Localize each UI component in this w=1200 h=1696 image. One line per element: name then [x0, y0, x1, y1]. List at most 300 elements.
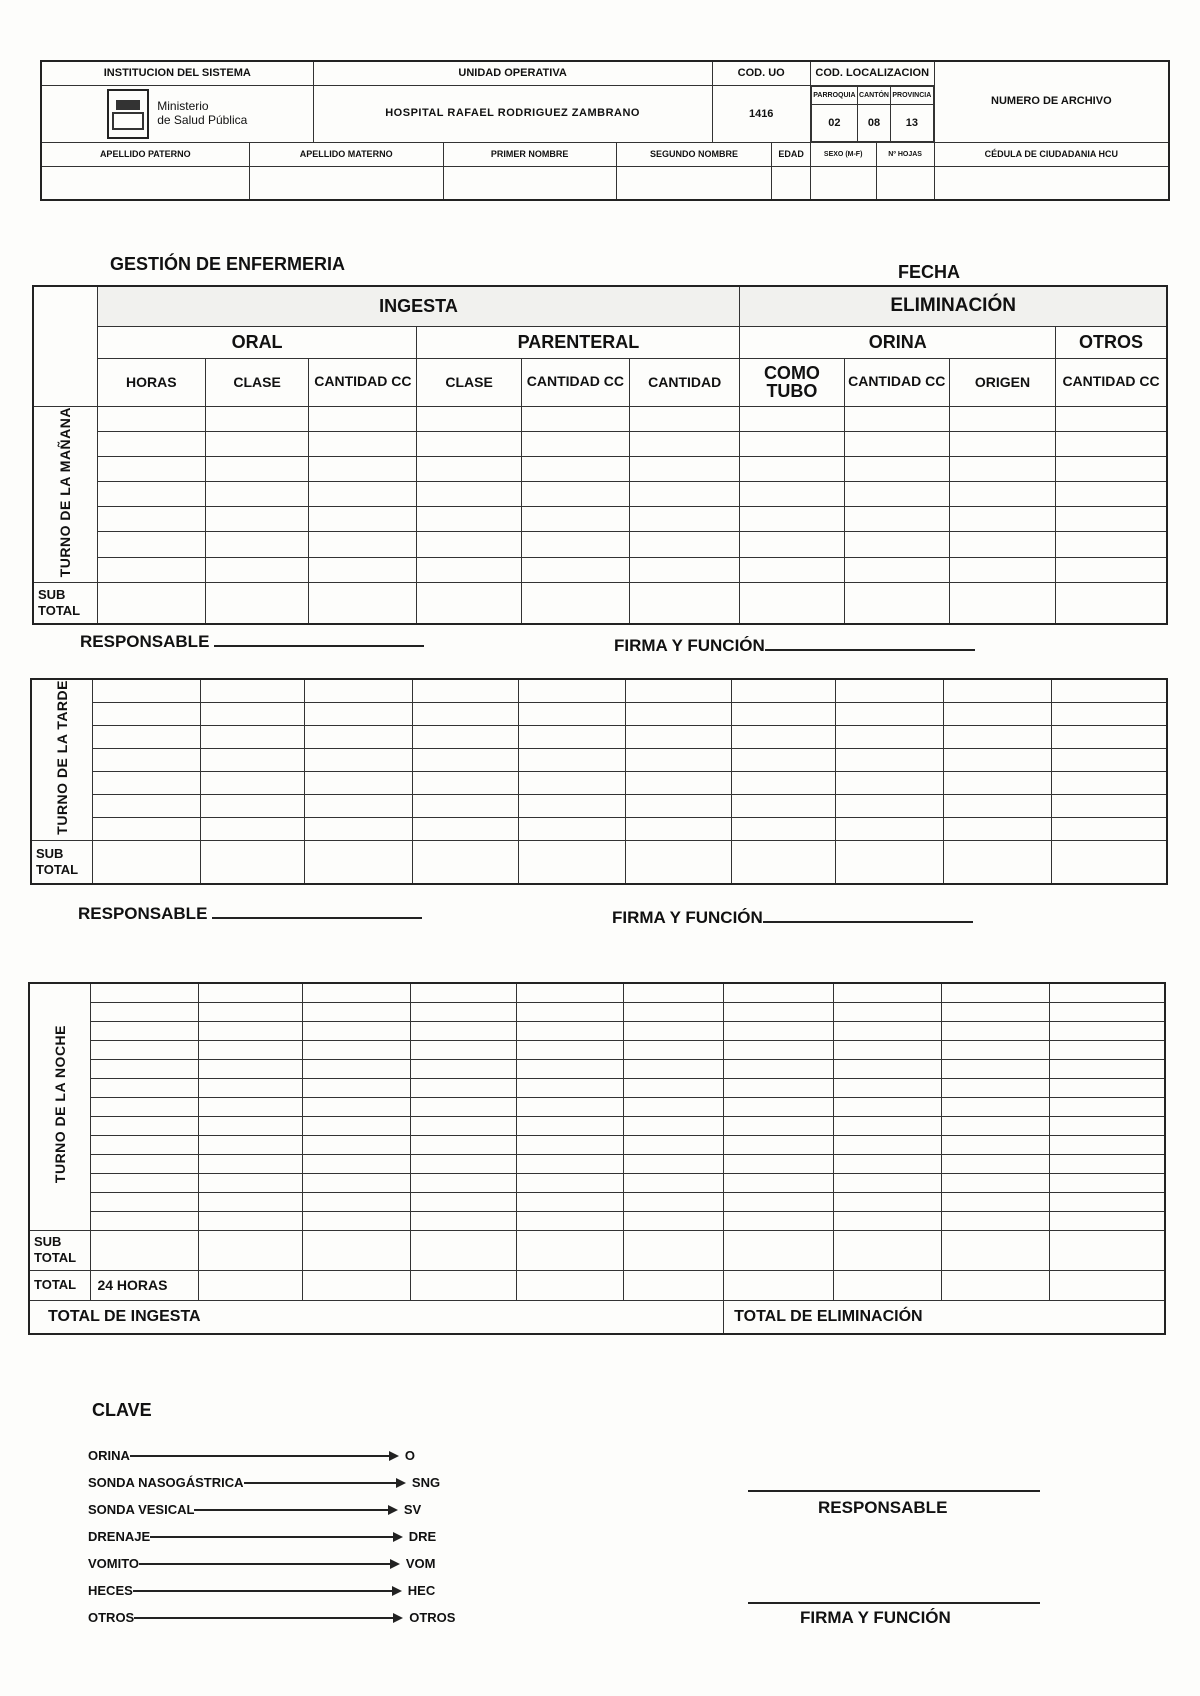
entry-cell[interactable] [521, 507, 629, 532]
entry-cell[interactable] [201, 748, 305, 771]
entry-cell[interactable] [724, 1173, 834, 1192]
entry-cell[interactable] [305, 771, 413, 794]
entry-cell[interactable] [521, 532, 629, 557]
entry-cell[interactable] [630, 482, 740, 507]
entry-cell[interactable] [626, 702, 732, 725]
subtotal-cell[interactable] [626, 840, 732, 884]
entry-cell[interactable] [732, 771, 836, 794]
entry-cell[interactable] [833, 1021, 941, 1040]
entry-cell[interactable] [833, 1002, 941, 1021]
entry-cell[interactable] [516, 983, 624, 1002]
entry-cell[interactable] [521, 557, 629, 582]
entry-cell[interactable] [836, 725, 944, 748]
entry-cell[interactable] [1056, 406, 1167, 431]
entry-cell[interactable] [93, 725, 201, 748]
entry-cell[interactable] [949, 456, 1055, 481]
subtotal-cell[interactable] [1056, 582, 1167, 624]
subtotal-cell[interactable] [93, 840, 201, 884]
final-firma-line[interactable] [748, 1602, 1040, 1604]
entry-cell[interactable] [205, 431, 308, 456]
entry-cell[interactable] [410, 1078, 516, 1097]
entry-cell[interactable] [724, 1059, 834, 1078]
entry-cell[interactable] [412, 794, 518, 817]
entry-cell[interactable] [516, 1040, 624, 1059]
hojas-field[interactable] [876, 166, 934, 200]
entry-cell[interactable] [93, 748, 201, 771]
entry-cell[interactable] [724, 1154, 834, 1173]
subtotal-cell[interactable] [833, 1230, 941, 1270]
entry-cell[interactable] [1049, 1173, 1165, 1192]
entry-cell[interactable] [91, 1192, 199, 1211]
entry-cell[interactable] [417, 532, 521, 557]
entry-cell[interactable] [199, 1097, 303, 1116]
entry-cell[interactable] [740, 482, 844, 507]
entry-cell[interactable] [199, 1116, 303, 1135]
entry-cell[interactable] [91, 1173, 199, 1192]
entry-cell[interactable] [624, 1002, 724, 1021]
subtotal-cell[interactable] [624, 1230, 724, 1270]
entry-cell[interactable] [630, 406, 740, 431]
entry-cell[interactable] [1049, 1116, 1165, 1135]
entry-cell[interactable] [941, 1059, 1049, 1078]
entry-cell[interactable] [417, 431, 521, 456]
entry-cell[interactable] [91, 1211, 199, 1230]
subtotal-cell[interactable] [199, 1230, 303, 1270]
apellido-materno-field[interactable] [249, 166, 443, 200]
entry-cell[interactable] [1051, 817, 1167, 840]
entry-cell[interactable] [724, 1021, 834, 1040]
entry-cell[interactable] [1049, 1059, 1165, 1078]
primer-nombre-field[interactable] [443, 166, 616, 200]
entry-cell[interactable] [941, 1002, 1049, 1021]
entry-cell[interactable] [309, 456, 417, 481]
entry-cell[interactable] [941, 1116, 1049, 1135]
subtotal-cell[interactable] [516, 1230, 624, 1270]
entry-cell[interactable] [941, 1173, 1049, 1192]
entry-cell[interactable] [201, 702, 305, 725]
entry-cell[interactable] [626, 679, 732, 702]
entry-cell[interactable] [91, 1040, 199, 1059]
entry-cell[interactable] [943, 794, 1051, 817]
entry-cell[interactable] [941, 1078, 1049, 1097]
entry-cell[interactable] [410, 1021, 516, 1040]
entry-cell[interactable] [630, 456, 740, 481]
entry-cell[interactable] [941, 1040, 1049, 1059]
entry-cell[interactable] [949, 557, 1055, 582]
entry-cell[interactable] [91, 1116, 199, 1135]
entry-cell[interactable] [521, 482, 629, 507]
entry-cell[interactable] [1049, 1097, 1165, 1116]
subtotal-cell[interactable] [943, 840, 1051, 884]
subtotal-cell[interactable] [97, 582, 205, 624]
entry-cell[interactable] [833, 1173, 941, 1192]
entry-cell[interactable] [410, 1211, 516, 1230]
entry-cell[interactable] [740, 431, 844, 456]
entry-cell[interactable] [97, 482, 205, 507]
entry-cell[interactable] [199, 1059, 303, 1078]
entry-cell[interactable] [833, 1211, 941, 1230]
edad-field[interactable] [772, 166, 810, 200]
final-responsable-line[interactable] [748, 1490, 1040, 1492]
entry-cell[interactable] [309, 482, 417, 507]
entry-cell[interactable] [309, 507, 417, 532]
entry-cell[interactable] [732, 794, 836, 817]
entry-cell[interactable] [518, 702, 626, 725]
entry-cell[interactable] [410, 1116, 516, 1135]
entry-cell[interactable] [630, 431, 740, 456]
entry-cell[interactable] [836, 794, 944, 817]
entry-cell[interactable] [303, 1097, 411, 1116]
entry-cell[interactable] [199, 1021, 303, 1040]
segundo-nombre-field[interactable] [616, 166, 772, 200]
entry-cell[interactable] [516, 1135, 624, 1154]
entry-cell[interactable] [624, 1078, 724, 1097]
subtotal-cell[interactable] [412, 840, 518, 884]
entry-cell[interactable] [305, 725, 413, 748]
entry-cell[interactable] [93, 817, 201, 840]
entry-cell[interactable] [518, 725, 626, 748]
entry-cell[interactable] [624, 1040, 724, 1059]
entry-cell[interactable] [626, 771, 732, 794]
subtotal-cell[interactable] [836, 840, 944, 884]
entry-cell[interactable] [624, 1192, 724, 1211]
entry-cell[interactable] [410, 1135, 516, 1154]
entry-cell[interactable] [205, 456, 308, 481]
entry-cell[interactable] [724, 1040, 834, 1059]
entry-cell[interactable] [516, 1116, 624, 1135]
entry-cell[interactable] [943, 817, 1051, 840]
entry-cell[interactable] [417, 482, 521, 507]
entry-cell[interactable] [724, 1135, 834, 1154]
entry-cell[interactable] [303, 1116, 411, 1135]
entry-cell[interactable] [724, 1097, 834, 1116]
entry-cell[interactable] [941, 1192, 1049, 1211]
entry-cell[interactable] [1056, 557, 1167, 582]
entry-cell[interactable] [626, 817, 732, 840]
entry-cell[interactable] [201, 771, 305, 794]
entry-cell[interactable] [836, 679, 944, 702]
entry-cell[interactable] [93, 794, 201, 817]
entry-cell[interactable] [93, 771, 201, 794]
entry-cell[interactable] [624, 1059, 724, 1078]
entry-cell[interactable] [943, 679, 1051, 702]
entry-cell[interactable] [205, 507, 308, 532]
entry-cell[interactable] [833, 1135, 941, 1154]
entry-cell[interactable] [1056, 456, 1167, 481]
entry-cell[interactable] [303, 1040, 411, 1059]
entry-cell[interactable] [199, 1192, 303, 1211]
entry-cell[interactable] [624, 1135, 724, 1154]
entry-cell[interactable] [205, 557, 308, 582]
entry-cell[interactable] [303, 1021, 411, 1040]
entry-cell[interactable] [410, 983, 516, 1002]
entry-cell[interactable] [724, 1002, 834, 1021]
entry-cell[interactable] [305, 748, 413, 771]
entry-cell[interactable] [199, 1078, 303, 1097]
entry-cell[interactable] [199, 1211, 303, 1230]
entry-cell[interactable] [97, 532, 205, 557]
entry-cell[interactable] [836, 702, 944, 725]
entry-cell[interactable] [943, 725, 1051, 748]
entry-cell[interactable] [410, 1097, 516, 1116]
entry-cell[interactable] [949, 507, 1055, 532]
entry-cell[interactable] [626, 725, 732, 748]
entry-cell[interactable] [836, 771, 944, 794]
entry-cell[interactable] [624, 1154, 724, 1173]
entry-cell[interactable] [1049, 1192, 1165, 1211]
entry-cell[interactable] [1051, 771, 1167, 794]
subtotal-cell[interactable] [305, 840, 413, 884]
entry-cell[interactable] [97, 456, 205, 481]
subtotal-cell[interactable] [630, 582, 740, 624]
entry-cell[interactable] [91, 1097, 199, 1116]
entry-cell[interactable] [205, 482, 308, 507]
entry-cell[interactable] [836, 817, 944, 840]
entry-cell[interactable] [1051, 794, 1167, 817]
entry-cell[interactable] [199, 1135, 303, 1154]
entry-cell[interactable] [724, 1192, 834, 1211]
entry-cell[interactable] [949, 482, 1055, 507]
entry-cell[interactable] [941, 1211, 1049, 1230]
entry-cell[interactable] [833, 1192, 941, 1211]
entry-cell[interactable] [303, 1154, 411, 1173]
entry-cell[interactable] [844, 532, 949, 557]
entry-cell[interactable] [941, 1154, 1049, 1173]
entry-cell[interactable] [941, 1135, 1049, 1154]
entry-cell[interactable] [833, 1154, 941, 1173]
entry-cell[interactable] [97, 406, 205, 431]
entry-cell[interactable] [417, 557, 521, 582]
entry-cell[interactable] [97, 507, 205, 532]
entry-cell[interactable] [630, 557, 740, 582]
entry-cell[interactable] [309, 557, 417, 582]
subtotal-cell[interactable] [949, 582, 1055, 624]
subtotal-cell[interactable] [303, 1230, 411, 1270]
entry-cell[interactable] [732, 679, 836, 702]
entry-cell[interactable] [417, 406, 521, 431]
entry-cell[interactable] [91, 1135, 199, 1154]
entry-cell[interactable] [732, 702, 836, 725]
subtotal-cell[interactable] [410, 1230, 516, 1270]
entry-cell[interactable] [201, 794, 305, 817]
entry-cell[interactable] [91, 1078, 199, 1097]
entry-cell[interactable] [630, 507, 740, 532]
entry-cell[interactable] [303, 1173, 411, 1192]
entry-cell[interactable] [309, 431, 417, 456]
entry-cell[interactable] [305, 679, 413, 702]
entry-cell[interactable] [844, 406, 949, 431]
entry-cell[interactable] [732, 725, 836, 748]
entry-cell[interactable] [410, 1059, 516, 1078]
responsable-line[interactable] [214, 645, 424, 647]
entry-cell[interactable] [97, 431, 205, 456]
entry-cell[interactable] [91, 1154, 199, 1173]
entry-cell[interactable] [417, 456, 521, 481]
entry-cell[interactable] [833, 983, 941, 1002]
entry-cell[interactable] [521, 431, 629, 456]
entry-cell[interactable] [949, 431, 1055, 456]
entry-cell[interactable] [949, 532, 1055, 557]
entry-cell[interactable] [844, 507, 949, 532]
subtotal-cell[interactable] [844, 582, 949, 624]
subtotal-cell[interactable] [201, 840, 305, 884]
entry-cell[interactable] [516, 1154, 624, 1173]
entry-cell[interactable] [836, 748, 944, 771]
subtotal-cell[interactable] [732, 840, 836, 884]
responsable-line[interactable] [212, 917, 422, 919]
entry-cell[interactable] [303, 1135, 411, 1154]
entry-cell[interactable] [201, 817, 305, 840]
entry-cell[interactable] [201, 679, 305, 702]
subtotal-cell[interactable] [309, 582, 417, 624]
entry-cell[interactable] [412, 679, 518, 702]
entry-cell[interactable] [521, 406, 629, 431]
entry-cell[interactable] [412, 748, 518, 771]
entry-cell[interactable] [732, 748, 836, 771]
subtotal-cell[interactable] [1049, 1230, 1165, 1270]
entry-cell[interactable] [1049, 1154, 1165, 1173]
entry-cell[interactable] [516, 1097, 624, 1116]
entry-cell[interactable] [309, 532, 417, 557]
entry-cell[interactable] [516, 1211, 624, 1230]
entry-cell[interactable] [199, 1154, 303, 1173]
entry-cell[interactable] [91, 1059, 199, 1078]
subtotal-cell[interactable] [1051, 840, 1167, 884]
entry-cell[interactable] [303, 1211, 411, 1230]
entry-cell[interactable] [740, 532, 844, 557]
entry-cell[interactable] [303, 1002, 411, 1021]
subtotal-cell[interactable] [941, 1230, 1049, 1270]
entry-cell[interactable] [1049, 983, 1165, 1002]
entry-cell[interactable] [410, 1173, 516, 1192]
entry-cell[interactable] [833, 1059, 941, 1078]
subtotal-cell[interactable] [205, 582, 308, 624]
entry-cell[interactable] [833, 1078, 941, 1097]
entry-cell[interactable] [740, 456, 844, 481]
entry-cell[interactable] [518, 817, 626, 840]
entry-cell[interactable] [303, 983, 411, 1002]
entry-cell[interactable] [516, 1059, 624, 1078]
subtotal-cell[interactable] [417, 582, 521, 624]
entry-cell[interactable] [724, 1116, 834, 1135]
entry-cell[interactable] [516, 1002, 624, 1021]
entry-cell[interactable] [417, 507, 521, 532]
entry-cell[interactable] [943, 748, 1051, 771]
sexo-field[interactable] [810, 166, 876, 200]
entry-cell[interactable] [740, 406, 844, 431]
entry-cell[interactable] [309, 406, 417, 431]
entry-cell[interactable] [303, 1192, 411, 1211]
entry-cell[interactable] [1056, 431, 1167, 456]
entry-cell[interactable] [91, 1021, 199, 1040]
entry-cell[interactable] [732, 817, 836, 840]
entry-cell[interactable] [412, 725, 518, 748]
entry-cell[interactable] [943, 771, 1051, 794]
entry-cell[interactable] [624, 1097, 724, 1116]
entry-cell[interactable] [91, 1002, 199, 1021]
entry-cell[interactable] [521, 456, 629, 481]
entry-cell[interactable] [518, 771, 626, 794]
entry-cell[interactable] [1056, 507, 1167, 532]
subtotal-cell[interactable] [740, 582, 844, 624]
entry-cell[interactable] [844, 431, 949, 456]
cedula-field[interactable] [934, 166, 1169, 200]
entry-cell[interactable] [199, 1040, 303, 1059]
entry-cell[interactable] [1051, 679, 1167, 702]
entry-cell[interactable] [1049, 1040, 1165, 1059]
entry-cell[interactable] [941, 983, 1049, 1002]
subtotal-cell[interactable] [518, 840, 626, 884]
entry-cell[interactable] [1049, 1211, 1165, 1230]
entry-cell[interactable] [93, 702, 201, 725]
entry-cell[interactable] [941, 1097, 1049, 1116]
entry-cell[interactable] [941, 1021, 1049, 1040]
entry-cell[interactable] [943, 702, 1051, 725]
entry-cell[interactable] [91, 983, 199, 1002]
entry-cell[interactable] [624, 1173, 724, 1192]
entry-cell[interactable] [1049, 1021, 1165, 1040]
apellido-paterno-field[interactable] [41, 166, 249, 200]
entry-cell[interactable] [1049, 1078, 1165, 1097]
entry-cell[interactable] [630, 532, 740, 557]
entry-cell[interactable] [626, 794, 732, 817]
entry-cell[interactable] [833, 1116, 941, 1135]
entry-cell[interactable] [199, 1002, 303, 1021]
entry-cell[interactable] [844, 482, 949, 507]
entry-cell[interactable] [624, 1211, 724, 1230]
entry-cell[interactable] [518, 679, 626, 702]
entry-cell[interactable] [624, 1116, 724, 1135]
entry-cell[interactable] [516, 1078, 624, 1097]
firma-line[interactable] [763, 921, 973, 923]
entry-cell[interactable] [626, 748, 732, 771]
entry-cell[interactable] [205, 406, 308, 431]
entry-cell[interactable] [516, 1021, 624, 1040]
entry-cell[interactable] [303, 1078, 411, 1097]
entry-cell[interactable] [518, 794, 626, 817]
entry-cell[interactable] [412, 817, 518, 840]
entry-cell[interactable] [93, 679, 201, 702]
entry-cell[interactable] [949, 406, 1055, 431]
entry-cell[interactable] [833, 1040, 941, 1059]
entry-cell[interactable] [516, 1173, 624, 1192]
entry-cell[interactable] [303, 1059, 411, 1078]
subtotal-cell[interactable] [724, 1230, 834, 1270]
firma-line[interactable] [765, 649, 975, 651]
entry-cell[interactable] [740, 557, 844, 582]
entry-cell[interactable] [410, 1002, 516, 1021]
entry-cell[interactable] [97, 557, 205, 582]
entry-cell[interactable] [1056, 532, 1167, 557]
subtotal-cell[interactable] [521, 582, 629, 624]
entry-cell[interactable] [624, 983, 724, 1002]
entry-cell[interactable] [1056, 482, 1167, 507]
entry-cell[interactable] [205, 532, 308, 557]
entry-cell[interactable] [410, 1040, 516, 1059]
entry-cell[interactable] [305, 702, 413, 725]
entry-cell[interactable] [844, 456, 949, 481]
subtotal-cell[interactable] [91, 1230, 199, 1270]
entry-cell[interactable] [199, 983, 303, 1002]
entry-cell[interactable] [410, 1192, 516, 1211]
entry-cell[interactable] [740, 507, 844, 532]
entry-cell[interactable] [724, 1078, 834, 1097]
entry-cell[interactable] [1051, 702, 1167, 725]
entry-cell[interactable] [1049, 1135, 1165, 1154]
entry-cell[interactable] [201, 725, 305, 748]
entry-cell[interactable] [844, 557, 949, 582]
entry-cell[interactable] [199, 1173, 303, 1192]
